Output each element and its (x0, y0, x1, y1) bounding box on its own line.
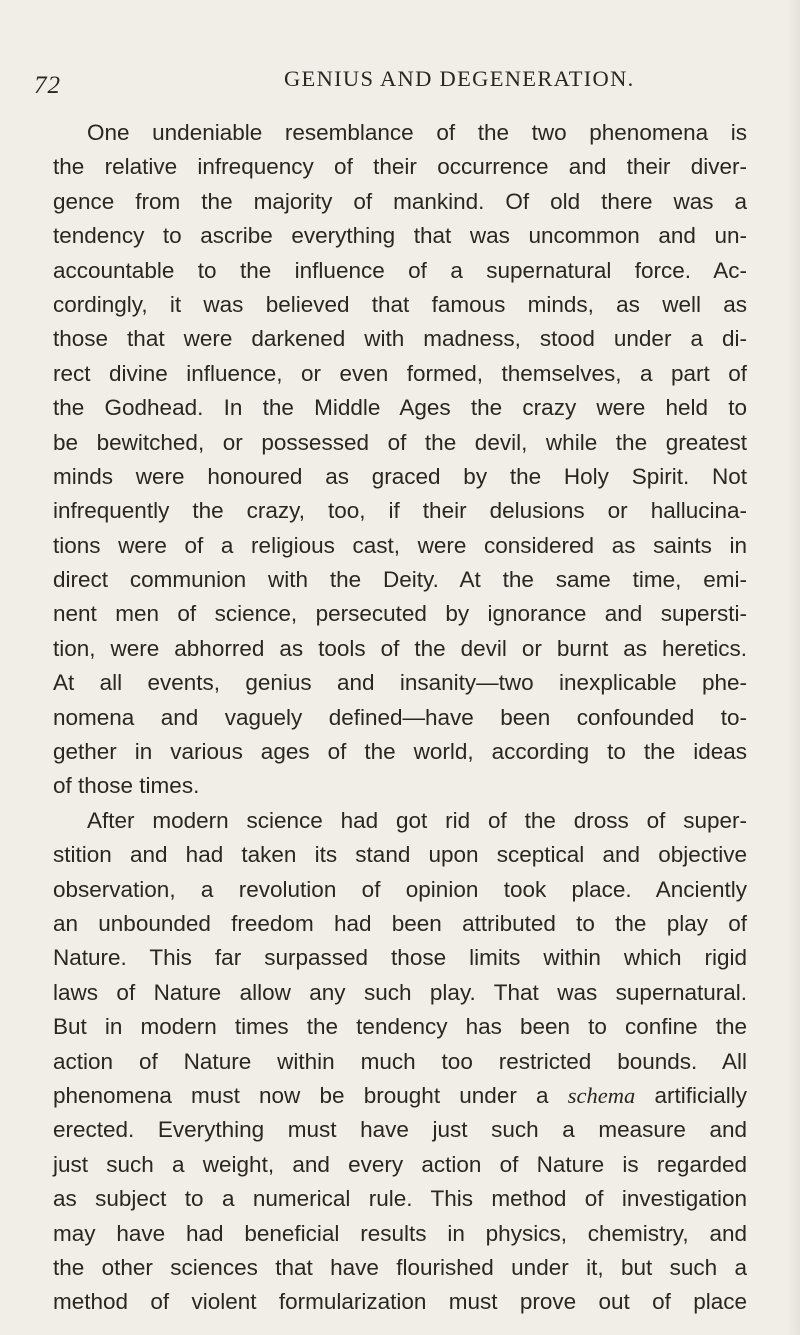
text-line: infrequently the crazy, too, if their delusions or hallucina- (53, 498, 747, 524)
text-line: stition and had taken its stand upon sceptical and objective (53, 842, 747, 868)
text-line: gence from the majority of mankind. Of old there was a (53, 188, 747, 214)
text-line: nent men of science, persecuted by ignorance and supersti- (53, 601, 747, 627)
text-line: One undeniable resemblance of the two phenomena is (87, 120, 747, 145)
running-title: GENIUS AND DEGENERATION. (284, 66, 635, 91)
text-line: the relative infrequency of their occurrence and their diver- (53, 154, 747, 180)
text-line: those that were darkened with madness, stood under a di- (53, 326, 747, 352)
text-line: may have had beneficial results in physics, chemistry, and (53, 1220, 747, 1246)
text-line: accountable to the influence of a supernatural force. Ac- (53, 257, 747, 283)
running-head (34, 66, 774, 106)
body-text (53, 116, 747, 1320)
text-line: cordingly, it was believed that famous minds, as well as (53, 291, 747, 317)
text-line: as subject to a numerical rule. This method of investigation (53, 1186, 747, 1212)
text-line: tions were of a religious cast, were considered as saints in (53, 532, 747, 558)
text-line: tendency to ascribe everything that was uncommon and un- (53, 223, 747, 249)
text-line: laws of Nature allow any such play. That was supernatural. (53, 979, 747, 1005)
page-edge-shadow (786, 0, 800, 1335)
page-number: 72 (34, 72, 61, 99)
text-line: observation, a revolution of opinion took place. Anciently (53, 876, 747, 902)
text-line-with-italic (53, 1079, 747, 1113)
text-line: of those times. (53, 773, 200, 799)
italic-word: schema (567, 1082, 636, 1108)
text-line: action of Nature within much too restricted bounds. All (53, 1048, 747, 1074)
text-line: method of violent formularization must prove out of place (53, 1289, 747, 1315)
text-line: the Godhead. In the Middle Ages the crazy were held to (53, 395, 747, 421)
text-fragment: phenomena must now be brought under a (53, 1082, 568, 1108)
text-line: minds were honoured as graced by the Holy Spirit. Not (53, 463, 747, 489)
text-line: be bewitched, or possessed of the devil, while the greatest (53, 429, 747, 455)
text-line: an unbounded freedom had been attributed to the play of (53, 910, 747, 936)
text-line: just such a weight, and every action of Nature is regarded (53, 1151, 747, 1177)
text-line: tion, were abhorred as tools of the devil or burnt as heretics. (53, 635, 747, 661)
text-line: erected. Everything must have just such a measure and (53, 1117, 747, 1143)
text-line: nomena and vaguely defined—have been confounded to- (53, 704, 747, 730)
text-line: direct communion with the Deity. At the same time, emi- (53, 567, 747, 593)
text-line: rect divine influence, or even formed, themselves, a part of (53, 360, 747, 386)
text-fragment: artificially (635, 1082, 747, 1108)
text-line: gether in various ages of the world, according to the ideas (53, 739, 747, 765)
text-line: But in modern times the tendency has been to confine the (53, 1014, 747, 1040)
text-line: At all events, genius and insanity—two inexplicable phe- (53, 670, 747, 696)
text-line: Nature. This far surpassed those limits within which rigid (53, 945, 747, 971)
text-line: After modern science had got rid of the dross of super- (87, 807, 747, 833)
text-line: the other sciences that have flourished under it, but such a (53, 1254, 747, 1280)
